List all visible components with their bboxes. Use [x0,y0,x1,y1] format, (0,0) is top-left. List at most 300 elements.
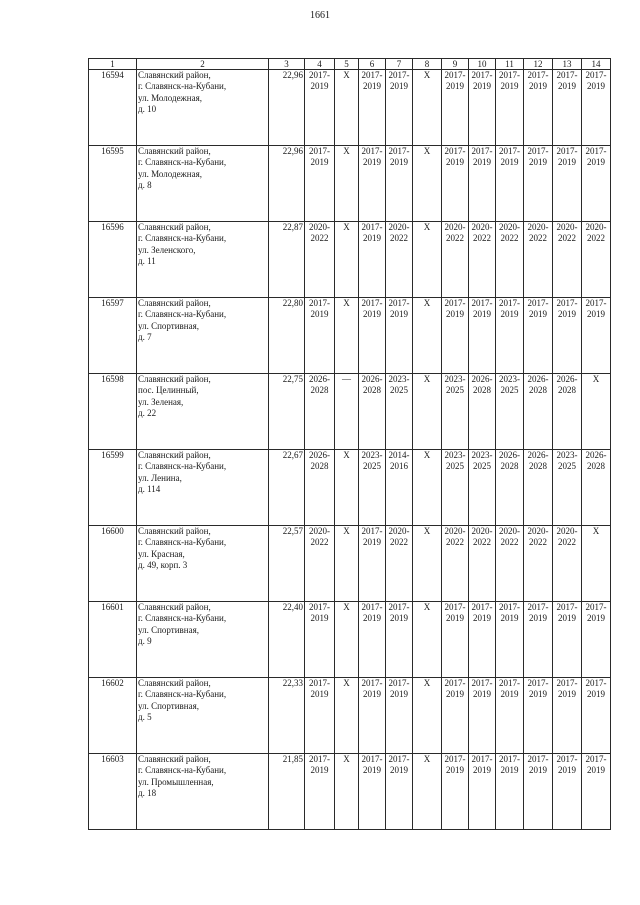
period-cell [335,222,359,298]
period-value: 2026-2028 [361,374,383,396]
period-value: 2017-2019 [388,70,410,92]
period-value: 2017-2019 [361,678,383,700]
address-line: Славянский район, [138,222,211,232]
period-value: 2026-2028 [527,374,549,396]
period-cell [305,146,335,222]
period-cell [582,678,611,754]
period-value: 2017-2019 [388,146,410,168]
period-value: Х [343,754,350,764]
period-value: 2017-2019 [444,678,466,700]
period-cell [469,222,496,298]
period-cell [359,602,386,678]
table-row [89,526,611,602]
period-cell [496,222,524,298]
period-cell [359,754,386,830]
period-value: Х [343,678,350,688]
table-row [89,70,611,146]
period-cell [359,374,386,450]
address-line: пос. Целинный, [138,385,199,396]
period-value: 2023-2025 [388,374,410,396]
area-value: 22,40 [269,602,305,678]
period-cell [305,70,335,146]
period-value: 2026-2028 [471,374,493,396]
period-value: 2017-2019 [556,678,578,700]
address-line: Славянский район, [138,526,211,536]
area-value: 22,33 [269,678,305,754]
address-line: д. 5 [138,711,152,722]
period-value: 2023-2025 [499,374,520,396]
period-value: — [342,374,351,384]
period-cell [305,754,335,830]
period-value: 2017-2019 [471,146,493,168]
period-cell [335,602,359,678]
period-value: 2020-2022 [556,222,578,244]
period-value: Х [343,450,350,460]
table-row [89,146,611,222]
period-value: Х [592,374,600,384]
period-value: 2017-2019 [527,146,549,168]
period-cell [442,70,469,146]
period-cell [335,754,359,830]
period-cell [496,70,524,146]
record-number: 16602 [89,678,137,754]
address-line: Славянский район, [138,754,211,764]
period-cell [496,146,524,222]
period-value: 2020-2022 [309,222,330,244]
period-cell [524,146,553,222]
table-row [89,678,611,754]
table-row [89,298,611,374]
record-number: 16603 [89,754,137,830]
column-number-5: 5 [335,59,359,70]
period-value: 2017-2019 [527,602,549,624]
period-value: 2020-2022 [527,222,549,244]
address-cell [137,526,269,602]
period-value: 2017-2019 [388,602,410,624]
address-cell [137,602,269,678]
period-cell [524,602,553,678]
address-line: г. Славянск-на-Кубани, [138,613,227,624]
period-value: Х [343,146,350,156]
period-cell [359,298,386,374]
address-line: г. Славянск-на-Кубани, [138,537,227,548]
period-cell [335,450,359,526]
period-value: 2020-2022 [309,526,330,548]
record-number: 16600 [89,526,137,602]
period-value: 2020-2022 [471,526,493,548]
address-cell [137,70,269,146]
period-value: 2017-2019 [471,70,493,92]
address-cell [137,374,269,450]
period-cell [359,70,386,146]
period-value: 2017-2019 [556,298,578,320]
period-cell [386,526,413,602]
period-cell [442,222,469,298]
period-cell [582,450,611,526]
period-cell [335,70,359,146]
address-cell [137,298,269,374]
period-value: Х [423,678,431,688]
period-value: 2017-2019 [585,602,607,624]
period-cell [469,374,496,450]
period-value: 2017-2019 [585,146,607,168]
period-value: 2020-2022 [585,222,607,244]
address-line: ул. Промышленная, [138,776,214,787]
address-line: г. Славянск-на-Кубани, [138,233,227,244]
period-value: 2017-2019 [585,678,607,700]
period-value: 2017-2019 [361,526,383,548]
period-cell [413,146,442,222]
address-line: д. 11 [138,255,156,266]
record-number: 16596 [89,222,137,298]
table-row [89,374,611,450]
period-cell [442,450,469,526]
period-cell [305,222,335,298]
address-cell [137,450,269,526]
record-number: 16594 [89,70,137,146]
period-cell [305,298,335,374]
period-value: 2017-2019 [361,602,383,624]
period-cell [413,70,442,146]
period-cell [496,754,524,830]
column-number-14: 14 [582,59,611,70]
period-cell [469,70,496,146]
period-cell [359,146,386,222]
period-value: 2026-2028 [309,374,330,396]
period-value: 2017-2019 [499,602,520,624]
period-value: 2017-2019 [361,222,383,244]
address-line: ул. Красная, [138,548,185,559]
period-value: 2017-2019 [444,754,466,776]
period-cell [305,678,335,754]
address-line: ул. Зеленая, [138,396,184,407]
period-cell [359,222,386,298]
period-cell [442,298,469,374]
area-value: 22,96 [269,70,305,146]
period-cell [553,298,582,374]
table-row [89,450,611,526]
period-cell [442,526,469,602]
address-line: ул. Спортивная, [138,320,199,331]
period-value: 2017-2019 [309,678,330,700]
address-cell [137,146,269,222]
period-value: 2017-2019 [585,70,607,92]
period-value: 2017-2019 [471,678,493,700]
period-cell [335,298,359,374]
period-value: 2017-2019 [499,678,520,700]
period-cell [335,526,359,602]
period-cell [496,298,524,374]
period-value: Х [343,298,350,308]
period-cell [582,526,611,602]
period-value: 2017-2019 [361,70,383,92]
address-line: ул. Ленина, [138,472,182,483]
period-value: 2026-2028 [309,450,330,472]
period-value: 2017-2019 [309,754,330,776]
period-cell [386,678,413,754]
period-value: 2017-2019 [309,70,330,92]
period-value: 2020-2022 [556,526,578,548]
address-line: ул. Спортивная, [138,624,199,635]
period-cell [582,754,611,830]
period-cell [469,450,496,526]
area-value: 21,85 [269,754,305,830]
period-value: 2017-2019 [444,602,466,624]
period-value: Х [423,70,431,80]
period-value: 2017-2019 [499,298,520,320]
column-number-13: 13 [553,59,582,70]
address-line: г. Славянск-на-Кубани, [138,157,227,168]
period-cell [305,374,335,450]
period-cell [524,222,553,298]
period-cell [469,298,496,374]
address-line: г. Славянск-на-Кубани, [138,689,227,700]
record-number: 16599 [89,450,137,526]
period-cell [496,678,524,754]
address-cell [137,222,269,298]
period-cell [413,678,442,754]
address-line: ул. Зеленского, [138,244,196,255]
period-value: 2026-2028 [527,450,549,472]
period-cell [335,146,359,222]
period-cell [335,678,359,754]
period-cell [386,602,413,678]
period-value: 2017-2019 [388,754,410,776]
period-cell [413,450,442,526]
address-line: Славянский район, [138,70,211,80]
period-value: 2017-2019 [388,298,410,320]
period-cell [553,450,582,526]
period-value: 2017-2019 [527,70,549,92]
period-cell [305,450,335,526]
period-value: 2023-2025 [444,374,466,396]
column-number-8: 8 [413,59,442,70]
period-value: 2017-2019 [361,298,383,320]
period-value: Х [423,222,431,232]
period-cell [413,222,442,298]
period-cell [524,526,553,602]
page-number: 1661 [310,10,330,21]
period-value: 2017-2019 [309,298,330,320]
period-cell [524,374,553,450]
period-cell [442,678,469,754]
period-value: 2026-2028 [556,374,578,396]
period-value: 2023-2025 [361,450,383,472]
period-value: 2020-2022 [499,222,520,244]
area-value: 22,75 [269,374,305,450]
address-line: ул. Молодежная, [138,168,202,179]
period-value: 2017-2019 [527,678,549,700]
record-number: 16597 [89,298,137,374]
period-value: 2020-2022 [388,526,410,548]
record-number: 16598 [89,374,137,450]
period-cell [553,222,582,298]
period-cell [496,526,524,602]
period-cell [442,146,469,222]
period-cell [469,146,496,222]
period-cell [413,526,442,602]
period-cell [553,374,582,450]
column-number-10: 10 [469,59,496,70]
address-line: Славянский район, [138,298,211,308]
period-cell [553,602,582,678]
period-value: 2017-2019 [499,70,520,92]
address-line: Славянский район, [138,602,211,612]
column-number-7: 7 [386,59,413,70]
column-number-4: 4 [305,59,335,70]
period-cell [386,374,413,450]
table-row [89,222,611,298]
period-cell [442,754,469,830]
period-value: 2023-2025 [444,450,466,472]
address-line: д. 10 [138,103,157,114]
address-line: г. Славянск-на-Кубани, [138,765,227,776]
period-cell [524,754,553,830]
period-cell [582,70,611,146]
address-line: д. 18 [138,787,157,798]
period-value: 2017-2019 [388,678,410,700]
period-value: Х [343,526,350,536]
period-value: Х [423,146,431,156]
period-value: 2017-2019 [309,602,330,624]
period-cell [305,602,335,678]
record-number: 16595 [89,146,137,222]
period-value: 2020-2022 [444,222,466,244]
period-cell [496,450,524,526]
period-value: 2020-2022 [527,526,549,548]
address-line: д. 8 [138,179,152,190]
period-cell [553,146,582,222]
period-value: Х [343,222,350,232]
period-cell [469,602,496,678]
period-value: Х [423,526,431,536]
period-cell [413,754,442,830]
period-value: 2017-2019 [444,146,466,168]
period-value: 2020-2022 [444,526,466,548]
period-cell [582,298,611,374]
period-cell [469,754,496,830]
period-cell [553,526,582,602]
period-value: 2017-2019 [361,754,383,776]
address-line: г. Славянск-на-Кубани, [138,309,227,320]
period-value: 2017-2019 [444,70,466,92]
column-number-9: 9 [442,59,469,70]
period-cell [469,526,496,602]
address-line: Славянский район, [138,146,211,156]
period-cell [524,678,553,754]
period-cell [582,602,611,678]
period-value: 2017-2019 [556,70,578,92]
period-cell [524,298,553,374]
period-value: 2017-2019 [556,602,578,624]
period-value: 2017-2019 [527,754,549,776]
address-line: ул. Молодежная, [138,92,202,103]
period-value: 2017-2019 [556,754,578,776]
column-number-1: 1 [89,59,137,70]
address-line: Славянский район, [138,678,211,688]
period-value: 2017-2019 [361,146,383,168]
address-cell [137,754,269,830]
period-value: 2017-2019 [471,754,493,776]
column-number-12: 12 [524,59,553,70]
period-cell [496,602,524,678]
period-cell [442,602,469,678]
period-value: 2017-2019 [471,298,493,320]
period-value: 2017-2019 [585,298,607,320]
period-value: 2023-2025 [471,450,493,472]
period-value: Х [343,602,350,612]
address-line: Славянский район, [138,374,211,384]
period-cell [386,450,413,526]
period-value: 2017-2019 [556,146,578,168]
address-line: д. 114 [138,483,161,494]
address-line: д. 7 [138,331,152,342]
period-cell [524,450,553,526]
period-value: Х [592,526,600,536]
period-cell [524,70,553,146]
period-value: 2026-2028 [585,450,607,472]
period-value: 2017-2019 [309,146,330,168]
period-cell [582,146,611,222]
period-cell [496,374,524,450]
period-value: Х [423,298,431,308]
table-row [89,754,611,830]
period-cell [469,678,496,754]
area-value: 22,96 [269,146,305,222]
area-value: 22,80 [269,298,305,374]
period-cell [413,374,442,450]
column-number-2: 2 [137,59,269,70]
period-value: 2017-2019 [444,298,466,320]
period-value: Х [423,602,431,612]
period-cell [305,526,335,602]
period-value: 2017-2019 [471,602,493,624]
area-value: 22,57 [269,526,305,602]
period-value: Х [343,70,350,80]
area-value: 22,67 [269,450,305,526]
period-cell [582,222,611,298]
address-line: Славянский район, [138,450,211,460]
period-value: 2023-2025 [556,450,578,472]
register-table [88,58,611,830]
column-number-3: 3 [269,59,305,70]
record-number: 16601 [89,602,137,678]
period-cell [413,602,442,678]
column-number-6: 6 [359,59,386,70]
address-cell [137,678,269,754]
area-value: 22,87 [269,222,305,298]
period-value: 2017-2019 [585,754,607,776]
period-cell [359,526,386,602]
period-cell [413,298,442,374]
address-line: г. Славянск-на-Кубани, [138,81,227,92]
address-line: д. 49, корп. 3 [138,559,188,570]
period-cell [553,678,582,754]
period-cell [582,374,611,450]
period-value: 2026-2028 [499,450,520,472]
period-cell [386,298,413,374]
period-cell [359,450,386,526]
column-number-row [89,59,611,70]
period-value: 2014-2016 [388,450,410,472]
period-value: Х [423,754,431,764]
period-cell [386,222,413,298]
table-row [89,602,611,678]
address-line: д. 9 [138,635,152,646]
period-value: 2020-2022 [471,222,493,244]
period-value: 2017-2019 [527,298,549,320]
period-value: 2020-2022 [499,526,520,548]
